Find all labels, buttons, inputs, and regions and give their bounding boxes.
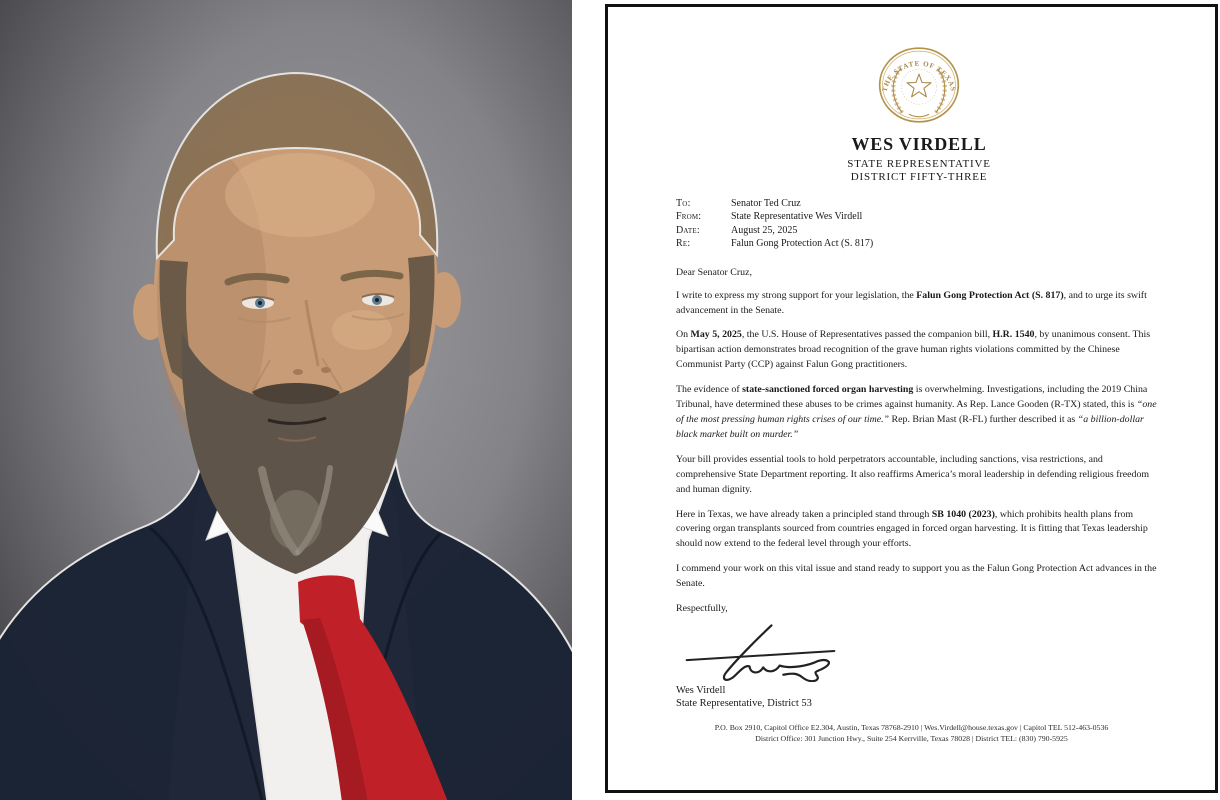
beard-gray-chin	[270, 490, 322, 550]
letter-paragraph	[676, 289, 1162, 319]
letterhead-title: STATE REPRESENTATIVE	[847, 158, 991, 170]
text-run: I write to express my strong support for your legislation, the	[676, 289, 917, 301]
text-run: On	[676, 329, 691, 341]
text-run: H.R. 1540	[992, 329, 1035, 341]
signature-strike	[687, 651, 835, 660]
memo-block	[676, 197, 1162, 251]
memo-value: August 25, 2025	[731, 224, 798, 236]
memo-label: Date:	[676, 224, 700, 236]
text-run: SB 1040 (2023)	[931, 508, 995, 520]
memo-value: Senator Ted Cruz	[731, 198, 801, 209]
memo-label: From:	[676, 211, 702, 223]
signature-name: Wes Virdell	[676, 685, 726, 697]
portrait-photo	[0, 0, 572, 800]
signature-title: State Representative, District 53	[676, 698, 812, 710]
cheek-highlight	[332, 310, 392, 350]
text-run: Your bill provides essential tools to hold perpetrators accountable, including sanctions, visa restrictions, and comprehensive State Department reporting. It also reaffirms America’s moral leadership in defending religious freedom and human dignity.	[676, 453, 1150, 495]
letter-paragraph	[676, 453, 1162, 498]
text-run: May 5, 2025	[690, 329, 742, 341]
closing: Respectfully,	[676, 603, 728, 615]
nostril-left	[293, 369, 303, 375]
text-run: , by unanimous consent. This bipartisan action demonstrates broad recognition of the grave human rights violations committed by the Chinese Communist Party (CCP) against Falun Gong practitioners.	[676, 329, 1151, 371]
memo-label: To:	[676, 198, 691, 209]
seal-text: THE STATE OF TEXAS	[880, 59, 958, 93]
pupil-right	[375, 298, 379, 302]
memo-value: Falun Gong Protection Act (S. 817)	[731, 238, 874, 250]
memo-row	[676, 197, 1162, 210]
signature-handwritten	[678, 620, 843, 682]
letterhead-name: WES VIRDELL	[851, 134, 987, 154]
letter-paragraph	[676, 383, 1162, 443]
text-run: state-sanctioned forced organ harvesting	[742, 384, 914, 396]
text-run: , and to urge its swift advancement in the Senate.	[676, 289, 1147, 316]
forehead-highlight	[225, 153, 375, 237]
text-run: , the U.S. House of Representatives passed the companion bill,	[741, 329, 993, 341]
letter-content	[676, 7, 1162, 710]
text-run: Falun Gong Protection Act (S. 817)	[916, 289, 1064, 301]
memo-row	[676, 210, 1162, 223]
text-run: I commend your work on this vital issue and stand ready to support you as the Falun Gong Protection Act advances in the Senate.	[676, 563, 1157, 590]
letterhead-district: DISTRICT FIFTY-THREE	[850, 171, 988, 183]
letter-paragraph	[676, 508, 1162, 553]
letter-paragraph	[676, 562, 1162, 592]
text-run: “a billion-dollar black market built on murder.”	[676, 413, 1144, 440]
text-run: The evidence of	[676, 384, 743, 396]
text-run: is overwhelming. Investigations, including the 2019 China Tribunal, have determined these abuses to be crimes against humanity. As Rep. Lance Gooden (R-TX) stated, this is	[676, 384, 1148, 411]
portrait-illustration	[0, 0, 572, 800]
salutation: Dear Senator Cruz,	[676, 266, 752, 278]
letter-footer	[608, 722, 1215, 744]
memo-value: State Representative Wes Virdell	[731, 211, 863, 223]
footer-line-1: P.O. Box 2910, Capitol Office E2.304, Austin, Texas 78768-2910 | Wes.Virdell@house.texas.gov | Capitol TEL 512-463-0536	[714, 723, 1109, 732]
letter-paragraph	[676, 328, 1162, 373]
footer-line-2: District Office: 301 Junction Hwy., Suite 254 Kerrville, Texas 78028 | District TEL: (830) 790-5925	[755, 734, 1068, 743]
memo-label: Re:	[676, 238, 691, 250]
memo-row	[676, 224, 1162, 237]
signature-graphic	[678, 620, 843, 682]
pupil-left	[258, 301, 262, 305]
texas-state-seal-graphic	[867, 39, 971, 131]
memo-row	[676, 237, 1162, 250]
text-run: Rep. Brian Mast (R-FL) further described it as	[889, 413, 1078, 425]
text-run: “one of the most pressing human rights crises of our time.”	[676, 399, 1157, 425]
text-run: Here in Texas, we have already taken a principled stand through	[676, 508, 932, 520]
texas-state-seal	[867, 39, 971, 131]
letter-document	[605, 4, 1218, 793]
letter-body	[676, 289, 1162, 592]
text-run: , which prohibits health plans from covering organ transplants sourced from countries engaged in forced organ harvesting. It is fitting that Texas leadership should now extend to the federal level through your efforts.	[676, 508, 1148, 550]
